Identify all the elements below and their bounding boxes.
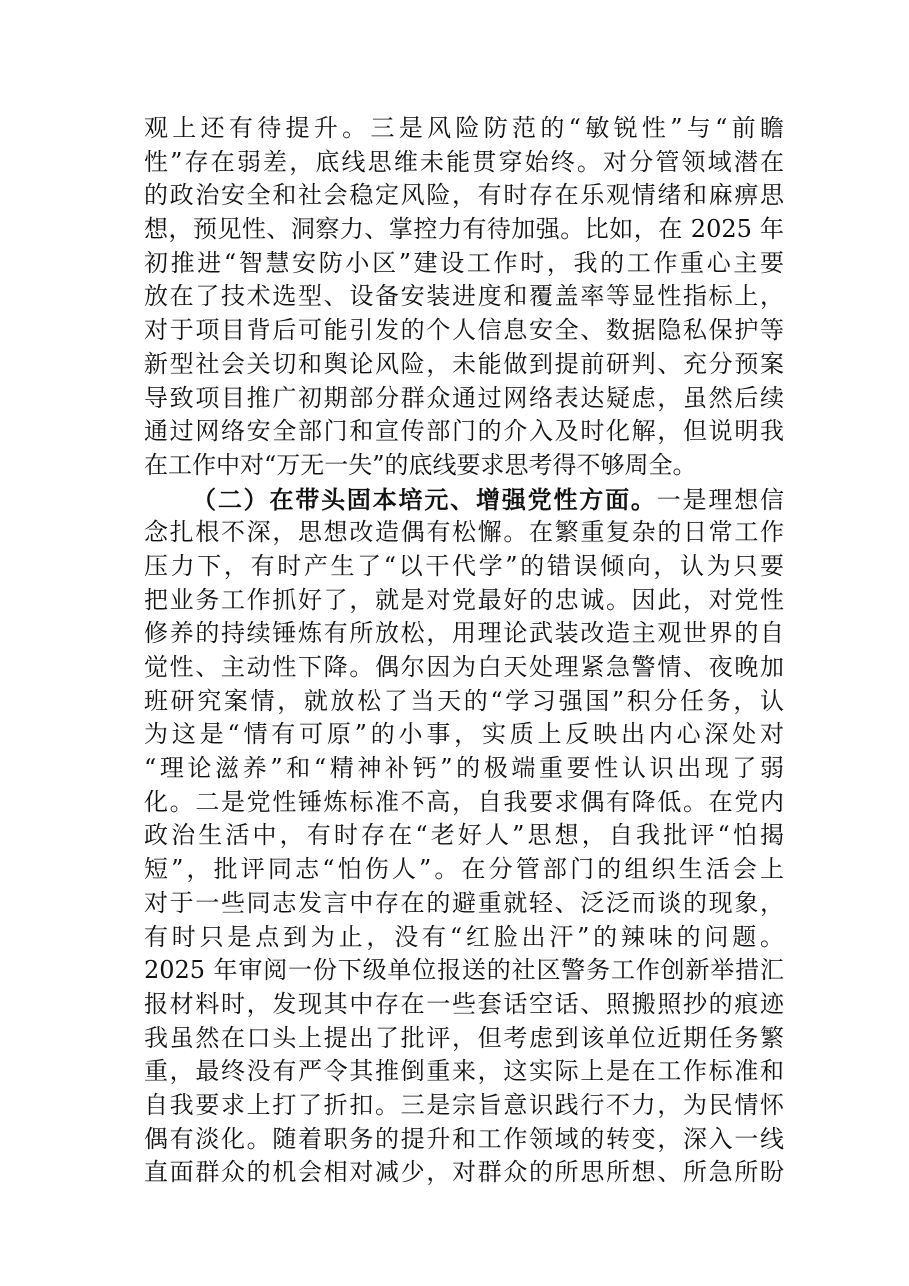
text-line: 偶有淡化。随着职务的提升和工作领域的转变，深入一线 [144,1124,784,1153]
document-body [144,112,784,1190]
text-line: 我虽然在口头上提出了批评，但考虑到该单位近期任务繁 [144,1023,784,1052]
text-line: 把业务工作抓好了，就是对党最好的忠诚。因此，对党性 [144,585,784,614]
text-line: 对于项目背后可能引发的个人信息安全、数据隐私保护等 [144,316,784,345]
text-line: 为这是“情有可原”的小事，实质上反映出内心深处对 [144,720,784,749]
text-line: 的政治安全和社会稳定风险，有时存在乐观情绪和麻痹思 [144,181,784,210]
text-line: 初推进“智慧安防小区”建设工作时，我的工作重心主要 [144,248,784,277]
text-line: 通过网络安全部门和宣传部门的介入及时化解，但说明我 [144,417,784,446]
text-line: 化。二是党性锤炼标准不高，自我要求偶有降低。在党内 [144,787,784,816]
text-line: 观上还有待提升。三是风险防范的“敏锐性”与“前瞻 [144,114,784,142]
text-line: 2025 年审阅一份下级单位报送的社区警务工作创新举措汇 [144,956,784,985]
text-line: 放在了技术选型、设备安装进度和覆盖率等显性指标上， [144,282,784,311]
text-line: 新型社会关切和舆论风险，未能做到提前研判、充分预案 [144,349,784,378]
text-line: 短”，批评同志“怕伤人”。在分管部门的组织生活会上 [144,855,784,884]
text-line: 觉性、主动性下降。偶尔因为白天处理紧急警情、夜晚加 [144,653,784,681]
text-line: 班研究案情，就放松了当天的“学习强国”积分任务，认 [144,686,784,715]
text-line: 政治生活中，有时存在“老好人”思想，自我批评“怕揭 [144,821,784,850]
text-line: 报材料时，发现其中存在一些套话空话、照搬照抄的痕迹 [144,989,784,1018]
text-line: 修养的持续锤炼有所放松，用理论武装改造主观世界的自 [144,619,784,648]
text-line: 自我要求上打了折扣。三是宗旨意识践行不力，为民情怀 [144,1090,784,1119]
text-line: 重，最终没有严令其推倒重来，这实际上是在工作标准和 [144,1057,784,1086]
text-line: 在工作中对“万无一失”的底线要求思考得不够周全。 [144,450,697,479]
text-line: 对于一些同志发言中存在的避重就轻、泛泛而谈的现象， [144,888,784,917]
text-line: 导致项目推广初期部分群众通过网络表达疑虑，虽然后续 [144,383,784,412]
text-line: 有时只是点到为止，没有“红脸出汗”的辣味的问题。 [144,922,784,951]
text-line: 念扎根不深，思想改造偶有松懈。在繁重复杂的日常工作 [144,518,784,547]
text-line: 直面群众的机会相对减少，对群众的所思所想、所急所盼 [144,1158,784,1187]
text-line: 想，预见性、洞察力、掌控力有待加强。比如，在 2025 年 [144,215,784,244]
text-line: 性”存在弱差，底线思维未能贯穿始终。对分管领域潜在 [144,147,784,176]
section-heading: （二）在带头固本培元、增强党性方面。 [192,484,657,514]
text-line: “理论滋养”和“精神补钙”的极端重要性认识出现了弱 [144,754,784,783]
section-heading-rest: 一是理想信 [656,485,785,514]
text-line: 压力下，有时产生了“以干代学”的错误倾向，认为只要 [144,551,784,580]
section-heading-line [144,483,784,517]
